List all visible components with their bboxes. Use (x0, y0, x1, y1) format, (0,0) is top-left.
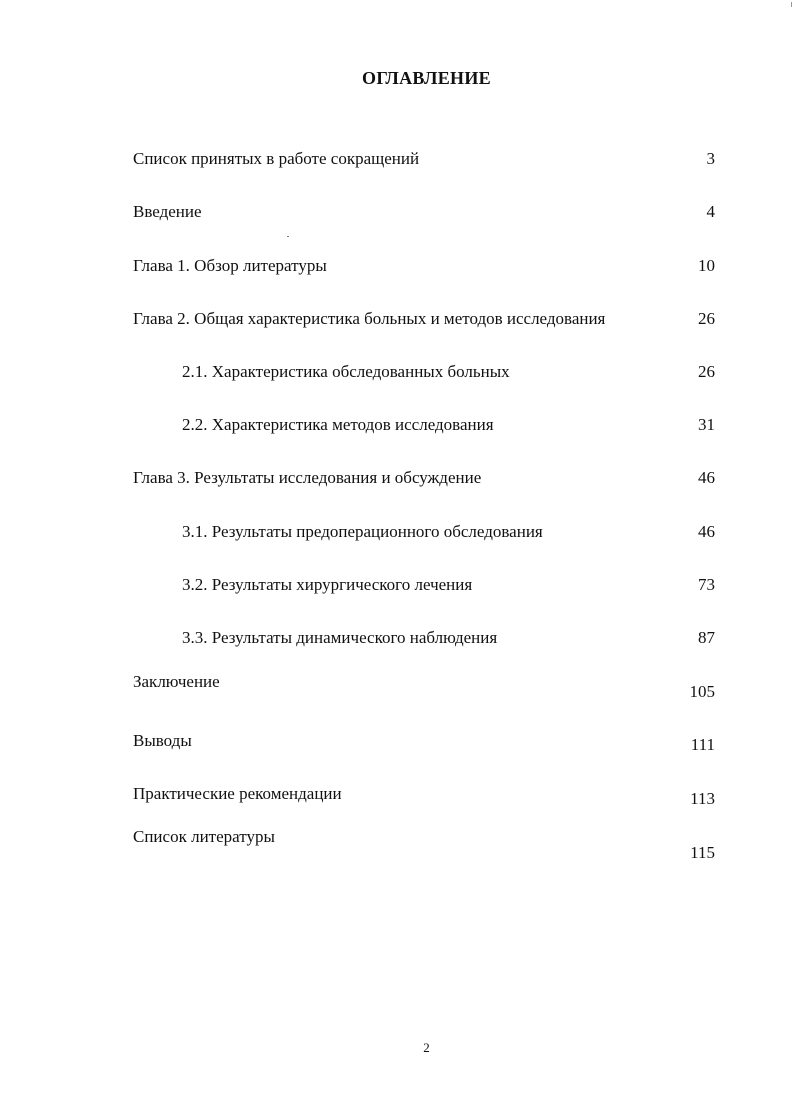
scan-speck (287, 236, 289, 237)
toc-entry-chapter-3[interactable]: Глава 3. Результаты исследования и обсуждение (133, 468, 482, 487)
toc-page-section-3-1: 46 (698, 522, 715, 541)
toc-page-section-3-3: 87 (698, 628, 715, 647)
toc-page-conclusion: 105 (689, 682, 715, 701)
toc-entry-section-3-2[interactable]: 3.2. Результаты хирургического лечения (182, 575, 473, 594)
toc-page-abbreviations: 3 (706, 149, 715, 168)
scan-corner-mark (791, 2, 792, 7)
toc-entry-chapter-1[interactable]: Глава 1. Обзор литературы (133, 256, 327, 275)
toc-page-chapter-3: 46 (698, 468, 715, 487)
toc-entry-section-3-3[interactable]: 3.3. Результаты динамического наблюдения (182, 628, 498, 647)
toc-entry-section-2-1[interactable]: 2.1. Характеристика обследованных больных (182, 362, 510, 381)
toc-entry-conclusion[interactable]: Заключение (133, 672, 220, 691)
toc-entry-section-3-1[interactable]: 3.1. Результаты предоперационного обследования (182, 522, 543, 541)
toc-page-findings: 111 (690, 735, 715, 754)
toc-entry-practical-recommendations[interactable]: Практические рекомендации (133, 784, 342, 803)
toc-entry-section-2-2[interactable]: 2.2. Характеристика методов исследования (182, 415, 494, 434)
toc-entry-chapter-2[interactable]: Глава 2. Общая характеристика больных и методов исследования (133, 309, 606, 328)
toc-entry-references[interactable]: Список литературы (133, 827, 275, 846)
toc-page-chapter-1: 10 (698, 256, 715, 275)
toc-entry-findings[interactable]: Выводы (133, 731, 192, 750)
toc-title: ОГЛАВЛЕНИЕ (362, 68, 491, 88)
page-number: 2 (423, 1040, 430, 1055)
toc-page-section-2-1: 26 (698, 362, 715, 381)
toc-page-section-2-2: 31 (698, 415, 715, 434)
toc-page-references: 115 (690, 843, 715, 862)
toc-entry-introduction[interactable]: Введение (133, 202, 202, 221)
toc-page-section-3-2: 73 (698, 575, 715, 594)
toc-page-practical-recommendations: 113 (690, 789, 715, 808)
toc-entry-abbreviations[interactable]: Список принятых в работе сокращений (133, 149, 420, 168)
toc-page-chapter-2: 26 (698, 309, 715, 328)
toc-page-introduction: 4 (706, 202, 715, 221)
